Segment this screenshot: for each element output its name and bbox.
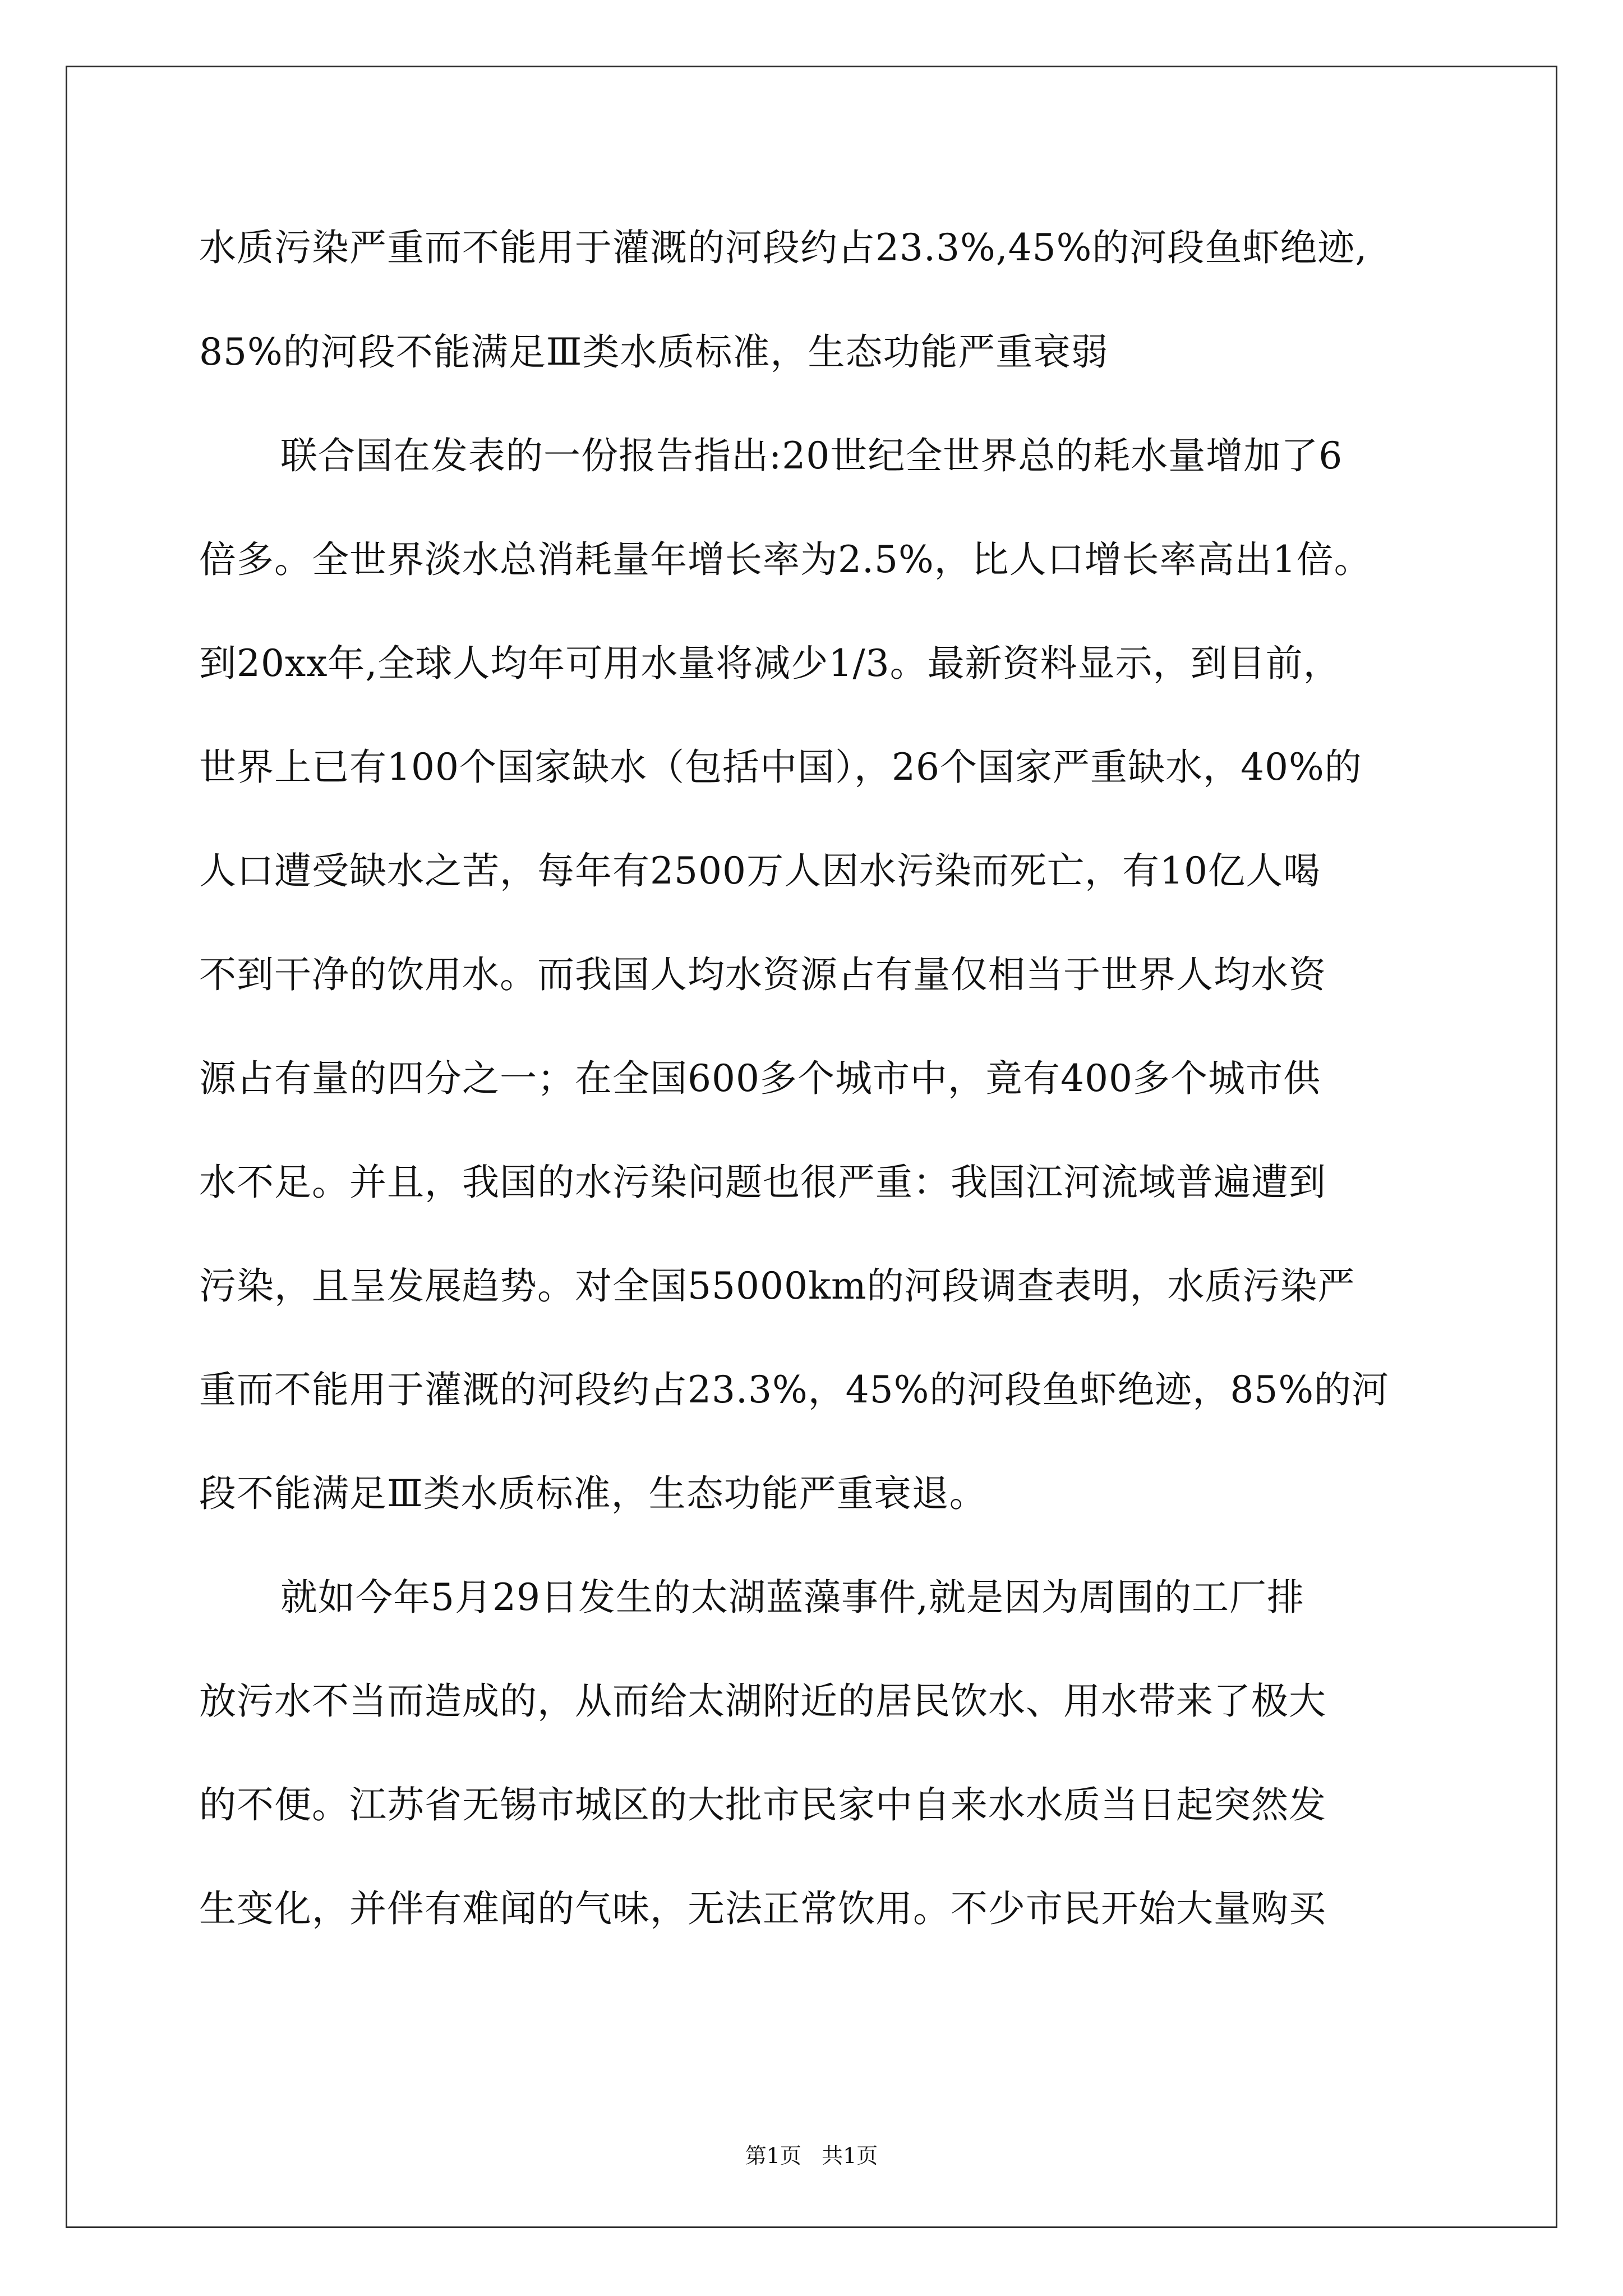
text-line: 联合国在发表的一份报告指出:20世纪全世界总的耗水量增加了6 [280, 434, 1343, 477]
text-line: 源占有量的四分之一；在全国600多个城市中，竟有400多个城市供 [199, 1057, 1321, 1100]
page-number-footer: 第1页 共1页 [745, 2143, 878, 2168]
text-line: 污染，且呈发展趋势。对全国55000km的河段调查表明，水质污染严 [199, 1264, 1355, 1308]
text-line: 人口遭受缺水之苦，每年有2500万人因水污染而死亡，有10亿人喝 [199, 849, 1321, 892]
text-line: 水质污染严重而不能用于灌溉的河段约占23.3%,45%的河段鱼虾绝迹, [199, 226, 1368, 269]
text-line: 放污水不当而造成的，从而给太湖附近的居民饮水、用水带来了极大 [199, 1680, 1326, 1723]
text-line: 重而不能用于灌溉的河段约占23.3%，45%的河段鱼虾绝迹，85%的河 [199, 1368, 1390, 1411]
text-line: 不到干净的饮用水。而我国人均水资源占有量仅相当于世界人均水资 [199, 953, 1326, 996]
text-line: 段不能满足Ⅲ类水质标准，生态功能严重衰退。 [199, 1472, 987, 1515]
text-line: 水不足。并且，我国的水污染问题也很严重：我国江河流域普遍遭到 [199, 1161, 1326, 1204]
text-line: 85%的河段不能满足Ⅲ类水质标准，生态功能严重衰弱 [199, 330, 1109, 374]
text-line: 倍多。全世界淡水总消耗量年增长率为2.5%，比人口增长率高出1倍。 [199, 538, 1372, 581]
text-line: 到20xx年,全球人均年可用水量将减少1/3。最新资料显示，到目前， [199, 642, 1341, 685]
text-line: 生变化，并伴有难闻的气味，无法正常饮用。不少市民开始大量购买 [199, 1887, 1326, 1930]
text-line: 的不便。江苏省无锡市城区的大批市民家中自来水水质当日起突然发 [199, 1783, 1326, 1826]
text-line: 世界上已有100个国家缺水（包括中国），26个国家严重缺水，40%的 [199, 746, 1362, 789]
text-line: 就如今年5月29日发生的太湖蓝藻事件,就是因为周围的工厂排 [280, 1576, 1304, 1619]
